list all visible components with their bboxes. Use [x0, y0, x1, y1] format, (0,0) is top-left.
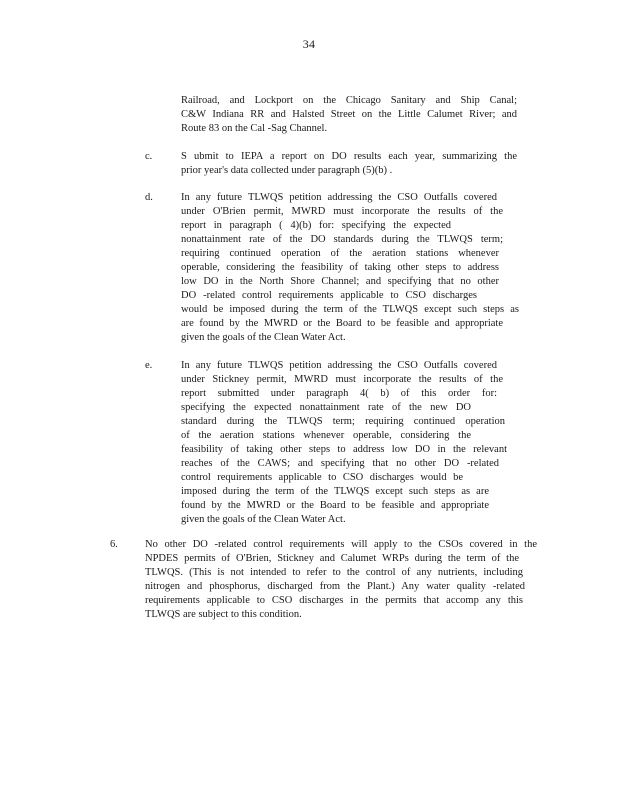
- item-d-paragraph: [181, 191, 519, 345]
- text-line: TLWQS are subject to this condition.: [145, 609, 302, 620]
- text-line: given the goals of the Clean Water Act.: [181, 514, 346, 525]
- text-line: prior year's data collected under paragraph (5)(b) .: [181, 165, 393, 176]
- text-line: feasibility of taking other steps to address low DO in the relevant: [181, 444, 507, 455]
- section-6-paragraph: [145, 538, 537, 622]
- item-marker-e: e.: [145, 360, 153, 371]
- text-line: Railroad, and Lockport on the Chicago Sanitary and Ship Canal;: [181, 95, 517, 106]
- text-line: report in paragraph ( 4)(b) for: specifying the expected: [181, 220, 451, 231]
- text-line: found by the MWRD or the Board to be feasible and appropriate: [181, 500, 489, 511]
- text-line: low DO in the North Shore Channel; and specifying that no other: [181, 276, 499, 287]
- item-marker-d: d.: [145, 192, 153, 203]
- text-line: would be imposed during the term of the TLWQS except such steps as: [181, 304, 519, 315]
- continuation-paragraph: [181, 94, 517, 136]
- item-marker-c: c.: [145, 151, 153, 162]
- text-line: control requirements applicable to CSO discharges would be: [181, 472, 463, 483]
- text-line: report submitted under paragraph 4( b) of this order for:: [181, 388, 497, 399]
- text-line: C&W Indiana RR and Halsted Street on the Little Calumet River; and: [181, 109, 517, 120]
- text-line: In any future TLWQS petition addressing the CSO Outfalls covered: [181, 360, 497, 371]
- item-e-paragraph: [181, 359, 521, 527]
- text-line: given the goals of the Clean Water Act.: [181, 332, 346, 343]
- text-line: TLWQS. (This is not intended to refer to the control of any nutrients, including: [145, 567, 523, 578]
- text-line: are found by the MWRD or the Board to be feasible and appropriate: [181, 318, 503, 329]
- text-line: reaches of the CAWS; and specifying that no other DO -related: [181, 458, 499, 469]
- section-6-marker: 6.: [110, 539, 118, 550]
- text-line: under Stickney permit, MWRD must incorporate the results of the: [181, 374, 503, 385]
- text-line: S ubmit to IEPA a report on DO results each year, summarizing the: [181, 151, 517, 162]
- text-line: NPDES permits of O'Brien, Stickney and Calumet WRPs during the term of the: [145, 553, 519, 564]
- text-line: specifying the expected nonattainment rate of the new DO: [181, 402, 471, 413]
- text-line: requiring continued operation of the aeration stations whenever: [181, 248, 499, 259]
- text-line: standard during the TLWQS term; requiring continued operation: [181, 416, 505, 427]
- text-line: imposed during the term of the TLWQS except such steps as are: [181, 486, 489, 497]
- text-line: DO -related control requirements applicable to CSO discharges: [181, 290, 477, 301]
- text-line: of the aeration stations whenever operable, considering the: [181, 430, 471, 441]
- item-c-paragraph: [181, 150, 517, 178]
- text-line: requirements applicable to CSO discharges in the permits that accomp any this: [145, 595, 523, 606]
- text-line: nonattainment rate of the DO standards during the TLWQS term;: [181, 234, 503, 245]
- text-line: No other DO -related control requirements will apply to the CSOs covered in the: [145, 539, 537, 550]
- text-line: Route 83 on the Cal -Sag Channel.: [181, 123, 328, 134]
- page-number: 34: [302, 37, 316, 51]
- text-line: In any future TLWQS petition addressing the CSO Outfalls covered: [181, 192, 497, 203]
- text-line: nitrogen and phosphorus, discharged from the Plant.) Any water quality -related: [145, 581, 525, 592]
- text-line: under O'Brien permit, MWRD must incorporate the results of the: [181, 206, 503, 217]
- text-line: operable, considering the feasibility of taking other steps to address: [181, 262, 499, 273]
